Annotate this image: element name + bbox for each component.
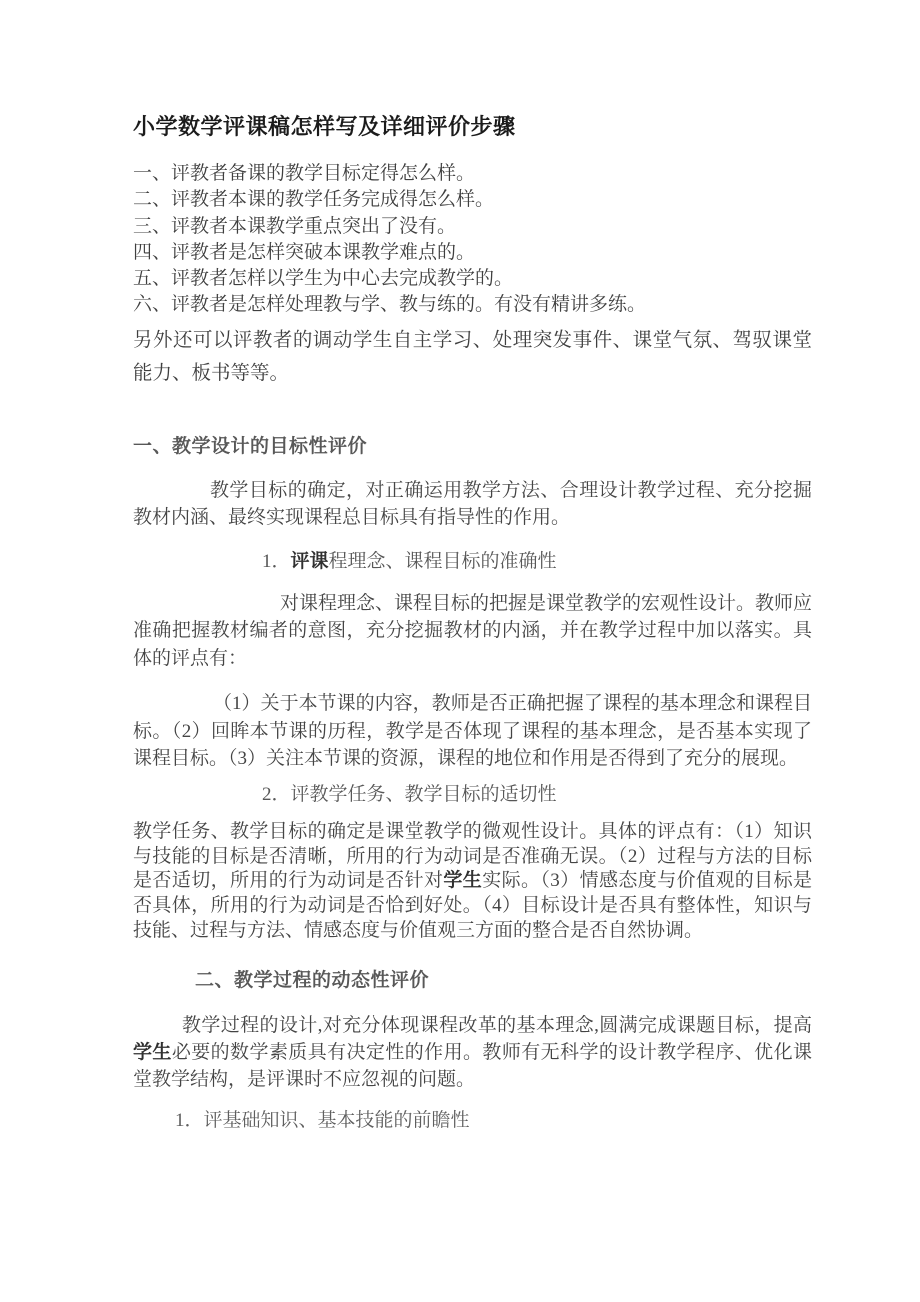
intro-list-item: 五、评教者怎样以学生为中心去完成教学的。 [133,268,514,290]
section2-intro-after: 必要的数学素质具有决定性的作用。教师有无科学的设计教学程序、优化课堂教学结构，是评课时不应忽视的问题。 [133,1041,812,1090]
intro-list-item: 六、评教者是怎样处理教与学、教与练的。有没有精讲多练。 [133,294,647,316]
paragraph-eval-points-2-after: 实际。（3）情感态度与价值观的目标是否具体，所用的行为动词是否恰到好处。（4）目标设计是否具有整体性，知识与技能、过程与方法、情感态度与价值观三方面的整合是否自然协调。 [133,870,812,941]
document-page [133,0,812,1134]
subheading-2-1: 1．评基础知识、基本技能的前瞻性 [175,1109,470,1131]
subheading-1-2: 2．评教学任务、教学目标的适切性 [262,783,557,805]
subheading-1-1 [133,549,812,575]
paragraph-course-concept: 对课程理念、课程目标的把握是课堂教学的宏观性设计。教师应准确把握教材编者的意图，充分挖掘教材的内涵，并在教学过程中加以落实。具体的评点有： [133,592,813,669]
paragraph-eval-points-1: （1）关于本节课的内容，教师是否正确把握了课程的基本理念和课程目标。（2）回眸本节课的历程，教学是否体现了课程的基本理念，是否基本实现了课程目标。（3）关注本节课的资源，课程的地位和作用是否得到了充分的展现。 [133,693,812,770]
paragraph-eval-points-2-bold-term: 学生 [443,870,483,892]
document-title: 小学数学评课稿怎样写及详细评价步骤 [133,114,516,139]
intro-note-paragraph: 另外还可以评教者的调动学生自主学习、处理突发事件、课堂气氛、驾驭课堂能力、板书等等。 [133,329,812,384]
paragraph-eval-points-2 [133,820,812,944]
section1-intro-paragraph: 教学目标的确定，对正确运用教学方法、合理设计教学过程、充分挖掘教材内涵、最终实现课程总目标具有指导性的作用。 [133,479,812,529]
section2-intro-bold-term: 学生 [133,1041,172,1063]
section2-intro-before: 教学过程的设计,对充分体现课程改革的基本理念,圆满完成课题目标，提高 [182,1014,812,1036]
intro-list [133,161,812,319]
section2-heading: 二、教学过程的动态性评价 [195,969,430,991]
paragraph-eval-points-2-before: 教学任务、教学目标的确定是课堂教学的微观性设计。具体的评点有：（1）知识与技能的目标是否清晰，所用的行为动词是否准确无误。（2）过程与方法的目标是否适切，所用的行为动词是否针对 [133,820,812,892]
intro-list-item: 四、评教者是怎样突破本课教学难点的。 [133,241,476,263]
subheading-1-1-number: 1． [262,550,291,572]
intro-list-item: 二、评教者本课的教学任务完成得怎么样。 [133,189,495,211]
subheading-1-1-rest: 程理念、课程目标的准确性 [328,550,557,572]
intro-list-item: 一、评教者备课的教学目标定得怎么样。 [133,163,476,184]
section1-heading: 一、教学设计的目标性评价 [133,435,368,457]
subheading-1-1-bold-term: 评课 [290,550,329,572]
section2-intro-paragraph [133,1012,812,1093]
intro-list-item: 三、评教者本课教学重点突出了没有。 [133,215,457,237]
